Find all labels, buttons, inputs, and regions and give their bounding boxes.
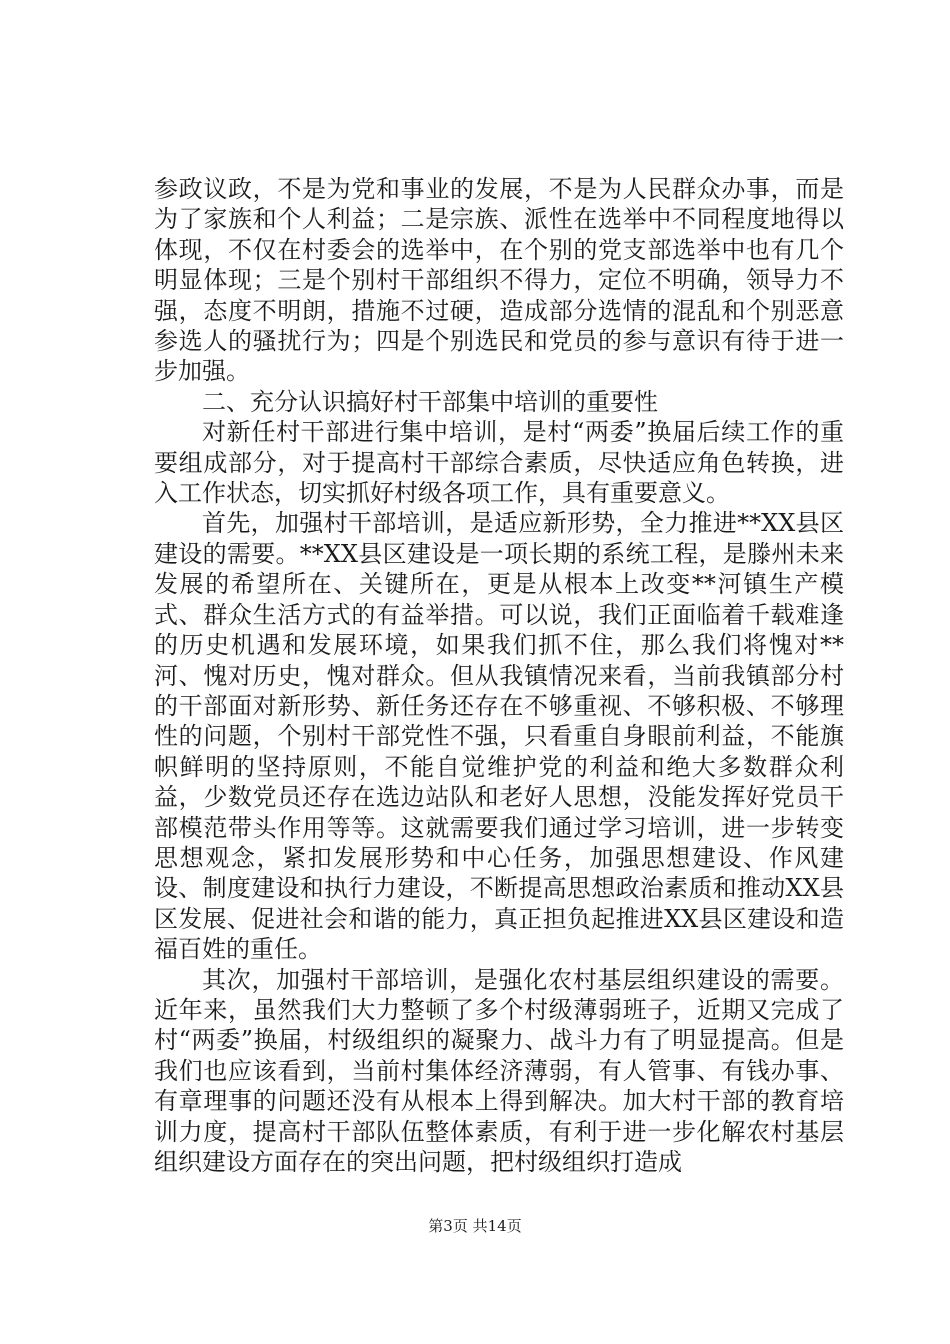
document-body [154, 174, 844, 1177]
page-footer: 第3页 共14页 [428, 1217, 522, 1235]
paragraph-3: 对新任村干部进行集中培训，是村“两委”换届后续工作的重要组成部分，对于提高村干部综合素质，尽快适应角色转换，进入工作状态，切实抓好村级各项工作，具有重要意义。 [154, 418, 844, 508]
paragraph-4: 首先，加强村干部培训，是适应新形势，全力推进**XX县区建设的需要。**XX县区建设是一项长期的系统工程，是滕州未来发展的希望所在、关键所在，更是从根本上改变**河镇生产模式、群众生活方式的有益举措。可以说，我们正面临着千载难逢的历史机遇和发展环境，如果我们抓不住，那么我们将愧对**河、愧对历史，愧对群众。但从我镇情况来看，当前我镇部分村的干部面对新形势、新任务还存在不够重视、不够积极、不够理性的问题，个别村干部党性不强，只看重自身眼前利益，不能旗帜鲜明的坚持原则，不能自觉维护党的利益和绝大多数群众利益，少数党员还存在选边站队和老好人思想，没能发挥好党员干部模范带头作用等等。这就需要我们通过学习培训，进一步转变思想观念，紧扣发展形势和中心任务，加强思想建设、作风建设、制度建设和执行力建设，不断提高思想政治素质和推动XX县区发展、促进社会和谐的能力，真正担负起推进XX县区建设和造福百姓的重任。 [154, 509, 844, 964]
paragraph-1: 参政议政，不是为党和事业的发展，不是为人民群众办事，而是为了家族和个人利益；二是宗族、派性在选举中不同程度地得以体现，不仅在村委会的选举中，在个别的党支部选举中也有几个明显体现；三是个别村干部组织不得力，定位不明确，领导力不强，态度不明朗，措施不过硬，造成部分选情的混乱和个别恶意参选人的骚扰行为；四是个别选民和党员的参与意识有待于进一步加强。 [154, 175, 844, 386]
paragraph-5: 其次，加强村干部培训，是强化农村基层组织建设的需要。近年来，虽然我们大力整顿了多个村级薄弱班子，近期又完成了村“两委”换届，村级组织的凝聚力、战斗力有了明显提高。但是我们也应该看到，当前村集体经济薄弱，有人管事、有钱办事、有章理事的问题还没有从根本上得到解决。加大村干部的教育培训力度，提高村干部队伍整体素质，有利于进一步化解农村基层组织建设方面存在的突出问题，把村级组织打造成 [154, 965, 844, 1176]
section-heading-2: 二、充分认识搞好村干部集中培训的重要性 [202, 387, 658, 416]
